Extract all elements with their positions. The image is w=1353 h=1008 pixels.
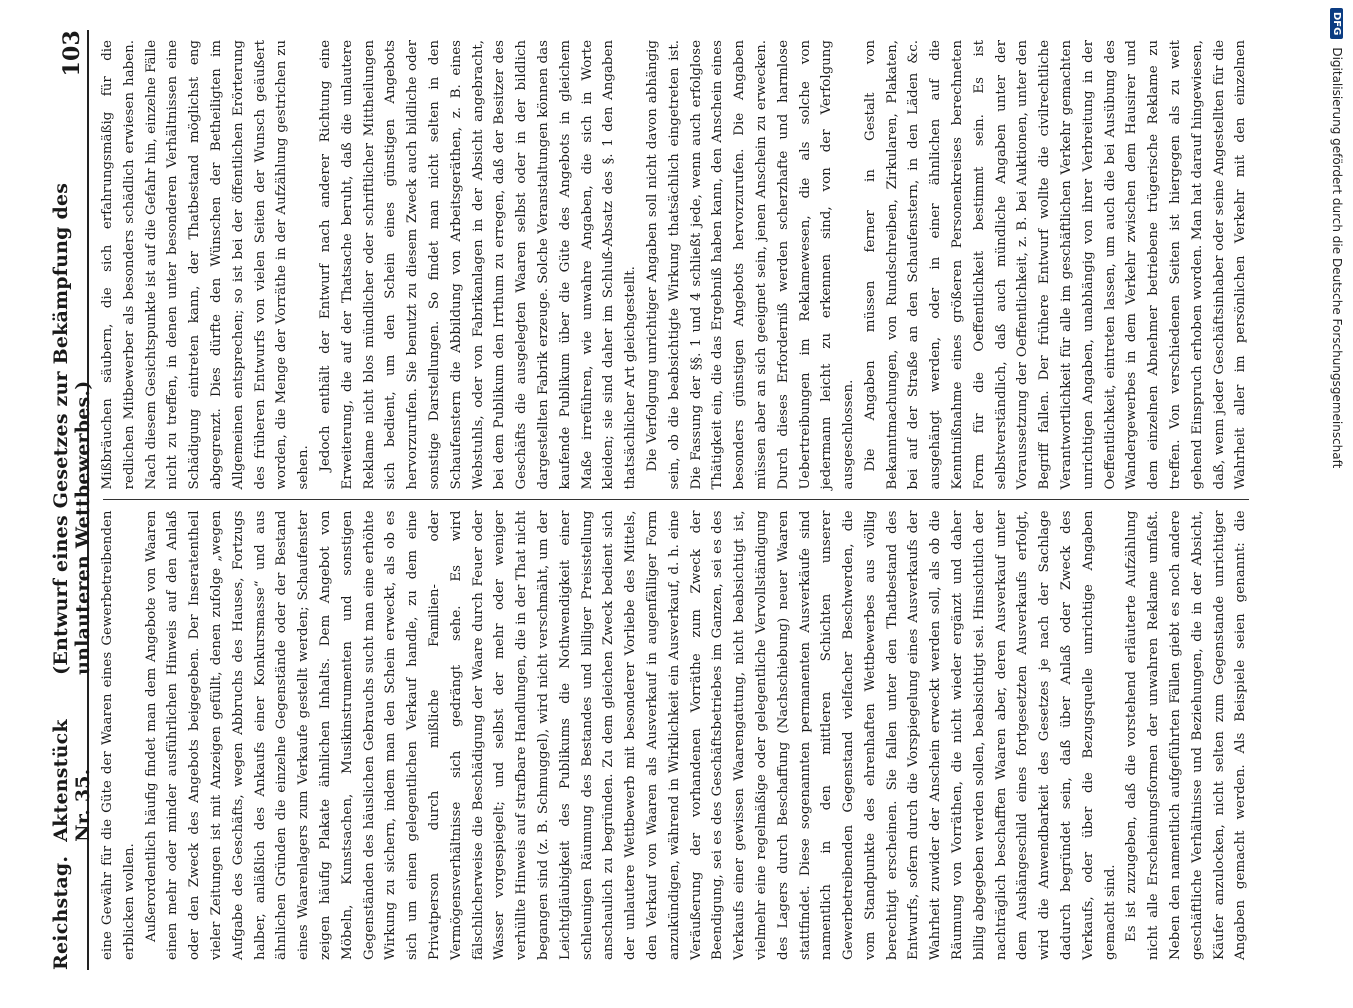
paragraph: Die Verfolgung unrichtiger Angaben soll nicht davon abhängig sein, ob die beabsichtigte Wirkung thatsächlich eingetreten ist. Die Fassung der §§. 1 und 4 schließt jede, wenn auch erfolglose Thätigkeit ein, die das Ergebniß haben kann, den Anschein eines besonders günstigen Angebots hervorzurufen. Die Angaben müssen aber an sich geeignet sein, jenen Anschein zu erwecken. Durch dieses Erforderniß werden scherzhafte und harmlose Uebertreibungen im Reklamewesen, die als solche von jedermann leicht zu erkennen sind, von der Verfolgung ausgeschlossen. (644, 40, 857, 490)
dfg-logo: DFG (1331, 8, 1344, 39)
paragraph: Jedoch enthält der Entwurf nach anderer Richtung eine Erweiterung, die auf der Thatsache beruht, daß die unlautere Reklame nicht blos mündlicher oder schriftlicher Mittheilungen sich bedient, um den Schein eines günstigen Angebots hervorzurufen. Sie benutzt zu diesem Zweck auch bildliche oder sonstige Darstellungen. So findet man nicht selten in den Schaufenstern die Abbildung von Arbeitsgeräthen, z. B. eines Webstuhls, oder von Fabrikanlagen in der Absicht angebracht, bei dem Publikum den Irrthum zu erregen, daß der Besitzer des Geschäfts die ausgelegten Waaren selbst oder in der bildlich dargestellten Fabrik erzeuge. Solche Veranstaltungen können das kaufende Publikum über die Güte des Angebots in gleichem Maße irreführen, wie unwahre Angaben, die sich in Worte kleiden; sie sind daher im Schluß-Absatz des §. 1 den Angaben thatsächlicher Art gleichgestellt. (317, 40, 639, 490)
page-number: 103 (59, 30, 85, 77)
document-title: Aktenstück Nr. 35. (50, 719, 94, 842)
credit-inner (1322, 0, 1352, 1008)
column-divider (103, 500, 1249, 501)
paragraph: Mißbräuchen säubern, die sich erfahrungsmäßig für die redlichen Mitbewerber als besonders schädlich erwiesen haben. Nach diesem Gesichtspunkte ist auf die Gefahr hin, einzelne Fälle nicht zu treffen, in denen unter besonderen Verhältnissen eine Schädigung eintreten kann, der Thatbestand möglichst eng abgegrenzt. Dies dürfte den Wünschen der Betheiligten im Allgemeinen entsprechen; so ist bei der öffentlichen Erörterung des früheren Entwurfs von vielen Seiten der Wunsch geäußert worden, die Menge der Vorräthe in der Aufzählung gestrichen zu sehen. (100, 40, 312, 490)
text-columns (97, 30, 1255, 970)
header-left (50, 77, 94, 970)
paragraph: Es ist zuzugeben, daß die vorstehend erläuterte Aufzählung nicht alle Erscheinungsformen der unwahren Reklame umfaßt. Neben den namentlich aufgeführten Fällen giebt es noch andere geschäftliche Verhältnisse und Beziehungen, die in der Absicht, Käufer anzulocken, nicht selten zum Gegenstande unrichtiger Angaben gemacht werden. Als Beispiele seien genannt: die (1124, 510, 1249, 960)
credit-text: Digitalisierung gefördert durch die Deutsche Forschungsgemeinschaft (1330, 47, 1344, 469)
paragraph: Die Angaben müssen ferner in Gestalt von Bekanntmachungen, von Rundschreiben, Zirkularen, Plakaten, bei auf der Straße an den Schaufenstern, in den Läden &c. ausgehängt werden, oder in einer ähnlichen auf die Kenntnißnahme eines größeren Personenkreises berechneten Form für die Oeffentlichkeit bestimmt sein. Es ist selbstverständlich, daß auch mündliche Angaben unter der Voraussetzung der Oeffentlichkeit, z. B. bei Auktionen, unter den Begriff fallen. Der frühere Entwurf wollte die civilrechtliche Verantwortlichkeit für alle im geschäftlichen Verkehr gemachten unrichtigen Angaben, unabhängig von ihrer Verbreitung in der Oeffentlichkeit, eintreten lassen, um auch die bei Ausübung des Wandergewerbes in dem Verkehr zwischen dem Hausirer und dem einzelnen Abnehmer betriebene trügerische Reklame zu treffen. Von verschiedenen Seiten ist hiergegen als zu weit gehend Einspruch erhoben worden. Man hat darauf hingewiesen, daß, wenn jeder Geschäftsinhaber oder seine Angestellten für die Wahrheit aller im persönlichen Verkehr mit den einzelnen (862, 40, 1249, 490)
paragraph: eine Gewähr für die Güte der Waaren eines Gewerbetreibenden erblicken wollen. (100, 510, 137, 960)
publication-name: Reichstag. (50, 855, 72, 970)
page-header (50, 30, 94, 970)
paragraph: Außerordentlich häufig findet man dem Angebote von Waaren einen mehr oder minder ausführlichen Hinweis auf den Anlaß oder den Zweck des Angebots beigegeben. Der Inseratentheil vieler Zeitungen ist mit Anzeigen gefüllt, denen zufolge „wegen Aufgabe des Geschäfts, wegen Abbruchs des Hauses, Fortzugs halber, anläßlich des Ankaufs einer Konkursmasse“ und aus ähnlichen Gründen die einzelne Gegenstände oder der Bestand eines Waarenlagers zum Verkaufe gestellt werden; Schaufenster zeigen häufig Plakate ähnlichen Inhalts. Dem Angebot von Möbeln, Kunstsachen, Musikinstrumenten und sonstigen Gegenständen des häuslichen Gebrauchs sucht man eine erhöhte Wirkung zu sichern, indem man den Schein erweckt, als ob es sich um einen gelegentlichen Verkauf handle, zu dem eine Privatperson durch mißliche Familien- oder Vermögensverhältnisse sich gedrängt sehe. Es wird fälschlicherweise die Beschädigung der Waare durch Feuer oder Wasser vorgespiegelt; und selbst der mehr oder weniger verhüllte Hinweis auf strafbare Handlungen, die in der That nicht begangen sind (z. B. Schmuggel), wird nicht verschmäht, um der Leichtgläubigkeit des Publikums die Nothwendigkeit einer schleunigen Räumung des Bestandes und billiger Preisstellung anschaulich zu begründen. Zu dem gleichen Zweck bedient sich der unlautere Wettbewerb mit besonderer Vorliebe des Mittels, den Verkauf von Waaren als Ausverkauf in augenfälliger Form anzukündigen, während in Wirklichkeit ein Ausverkauf, d. h. eine Veräußerung der vorhandenen Vorräthe zum Zweck der Beendigung, sei es des Geschäftsbetriebes im Ganzen, sei es des Verkaufs einer gewissen Waarengattung, nicht beabsichtigt ist, vielmehr eine regelmäßige oder gelegentliche Vervollständigung des Lagers durch Beschaffung (Nachschiebung) neuer Waaren stattfindet. Diese sogenannten permanenten Ausverkäufe sind namentlich in den mittleren Schichten unserer Gewerbetreibenden Gegenstand vielfacher Beschwerden, die vom Standpunkte des ehrenhaften Wettbewerbes aus völlig berechtigt erscheinen. Sie fallen unter den Thatbestand des Entwurfs, sofern durch die Vorspiegelung eines Ausverkaufs der Wahrheit zuwider der Anschein erweckt werden soll, als ob die Räumung von Vorräthen, die nicht wieder ergänzt und daher billig abgegeben werden sollen, beabsichtigt sei. Hinsichtlich der nachträglich beschafften Waaren aber, deren Ausverkauf unter dem Aushängeschild eines fortgesetzten Ausverkaufs erfolgt, wird die Anwendbarkeit des Gesetzes je nach der Sachlage dadurch begründet sein, daß über Anlaß oder Zweck des Verkaufs, oder über die Bezugsquelle unrichtige Angaben gemacht sind. (143, 510, 1118, 960)
right-column (97, 30, 1255, 500)
document-subtitle: (Entwurf eines Gesetzes zur Bekämpfung des unlauteren Wettbewerbes.) (50, 182, 94, 675)
left-column (97, 501, 1255, 971)
digitization-credit (1322, 0, 1352, 1000)
rotated-page (50, 0, 1265, 1000)
